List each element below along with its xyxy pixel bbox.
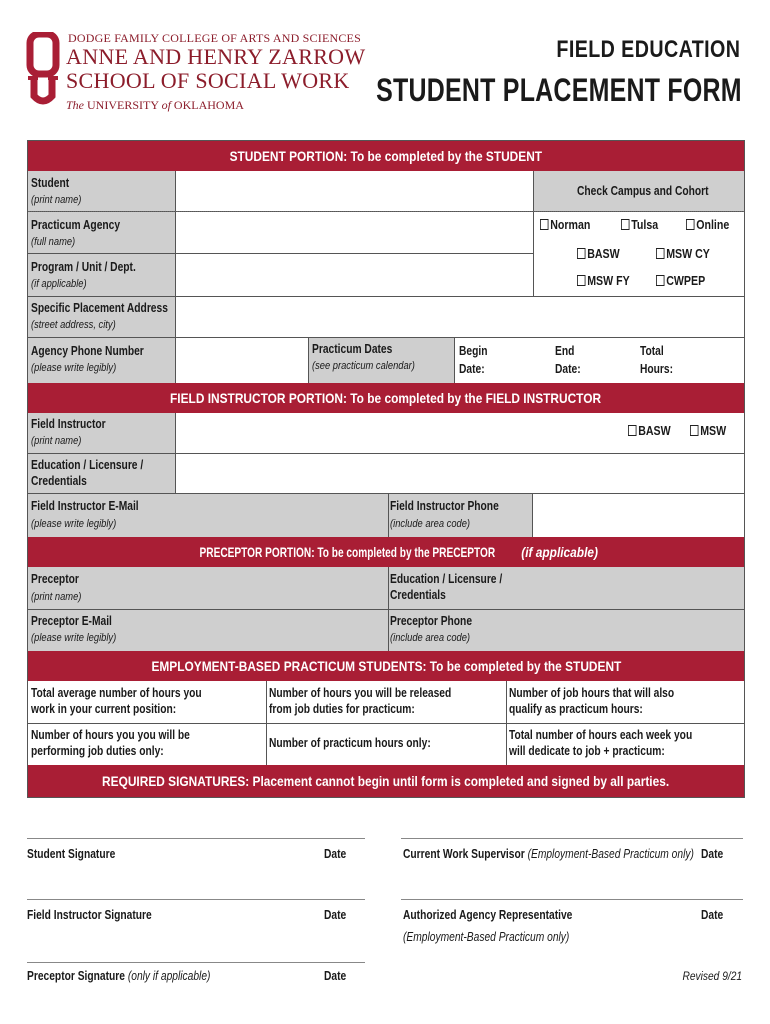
- checkbox-norman[interactable]: Norman: [540, 218, 590, 232]
- student-label: Student: [31, 176, 70, 190]
- date-label-2: Date: [701, 847, 724, 861]
- fi-phone-label: Field Instructor Phone: [390, 499, 499, 513]
- checkbox-cwpep[interactable]: CWPEP: [656, 274, 705, 288]
- practicum-agency-field[interactable]: [176, 213, 533, 251]
- agency-rep-note: (Employment-Based Practicum only): [403, 930, 570, 944]
- begin-date-label-2: Date:: [459, 362, 485, 376]
- supervisor-signature-line[interactable]: [401, 838, 743, 839]
- fi-email-sublabel: (please write legibly): [31, 518, 117, 530]
- preceptor-sublabel: (print name): [31, 591, 82, 603]
- preceptor-email-label: Preceptor E-Mail: [31, 614, 112, 628]
- form-category-title: FIELD EDUCATION: [555, 36, 740, 63]
- fi-sublabel: (print name): [31, 435, 82, 447]
- fi-credentials-label: Education / Licensure /: [31, 458, 144, 472]
- emp-q6: Total number of hours each week you: [509, 728, 693, 742]
- form-title: STUDENT PLACEMENT FORM: [376, 72, 742, 108]
- date-label-1: Date: [324, 847, 347, 861]
- checkbox-msw-cy[interactable]: MSW CY: [656, 247, 710, 261]
- student-name-field[interactable]: [176, 172, 533, 210]
- agency-label: Practicum Agency: [31, 218, 121, 232]
- program-label: Program / Unit / Dept.: [31, 260, 136, 274]
- preceptor-phone-sublabel: (include area code): [390, 632, 471, 644]
- campus-cohort-header: Check Campus and Cohort: [577, 184, 709, 198]
- preceptor-phone-label: Preceptor Phone: [390, 614, 473, 628]
- checkbox-online[interactable]: Online: [686, 218, 729, 232]
- preceptor-credentials-label-2: Credentials: [390, 588, 446, 602]
- practicum-dates-label: Practicum Dates: [312, 342, 393, 356]
- preceptor-band: PRECEPTOR PORTION: To be completed by the PRECEPTOR(if applicable): [28, 537, 744, 567]
- fi-signature-label: Field Instructor Signature: [27, 908, 152, 922]
- employment-band: EMPLOYMENT-BASED PRACTICUM STUDENTS: To be completed by the STUDENT: [28, 651, 744, 681]
- emp-q2-2: from job duties for practicum:: [269, 702, 415, 716]
- preceptor-email-sublabel: (please write legibly): [31, 632, 117, 644]
- agency-phone-sublabel: (please write legibly): [31, 362, 117, 374]
- emp-q6-2: will dedicate to job + practicum:: [509, 744, 665, 758]
- student-signature-label: Student Signature: [27, 847, 116, 861]
- total-hours-label: Total: [640, 344, 664, 358]
- fi-credentials-field[interactable]: [176, 454, 743, 492]
- student-signature-line[interactable]: [27, 838, 365, 839]
- date-label-4: Date: [701, 908, 724, 922]
- agency-phone-label: Agency Phone Number: [31, 344, 144, 358]
- address-sublabel: (street address, city): [31, 319, 116, 331]
- fi-label: Field Instructor: [31, 417, 106, 431]
- emp-q1-2: work in your current position:: [31, 702, 177, 716]
- agency-sublabel: (full name): [31, 236, 76, 248]
- checkbox-tulsa[interactable]: Tulsa: [621, 218, 658, 232]
- total-hours-label-2: Hours:: [640, 362, 674, 376]
- preceptor-credentials-label: Education / Licensure /: [390, 572, 503, 586]
- agency-phone-field[interactable]: [176, 338, 307, 382]
- fi-phone-field[interactable]: [533, 494, 743, 536]
- revision-note: Revised 9/21: [682, 969, 742, 983]
- program-unit-field[interactable]: [176, 255, 533, 293]
- student-sublabel: (print name): [31, 194, 82, 206]
- emp-q2: Number of hours you will be released: [269, 686, 452, 700]
- date-label-3: Date: [324, 908, 347, 922]
- emp-q5: Number of practicum hours only:: [269, 736, 431, 750]
- agency-rep-label: Authorized Agency Representative: [403, 908, 573, 922]
- date-label-5: Date: [324, 969, 347, 983]
- signatures-band: REQUIRED SIGNATURES: Placement cannot begin until form is completed and signed by all parties.: [28, 765, 744, 797]
- checkbox-fi-msw[interactable]: MSW: [690, 424, 726, 438]
- checkbox-msw-fy[interactable]: MSW FY: [577, 274, 630, 288]
- fi-phone-sublabel: (include area code): [390, 518, 471, 530]
- emp-q1: Total average number of hours you: [31, 686, 202, 700]
- supervisor-signature-label: Current Work Supervisor (Employment-Based Practicum only): [403, 847, 694, 861]
- school-name-line2: SCHOOL OF SOCIAL WORK: [66, 68, 350, 93]
- emp-q3: Number of job hours that will also: [509, 686, 675, 700]
- begin-date-label: Begin: [459, 344, 488, 358]
- program-sublabel: (if applicable): [31, 278, 87, 290]
- preceptor-signature-label: Preceptor Signature (only if applicable): [27, 969, 211, 983]
- agency-rep-signature-line[interactable]: [401, 899, 743, 900]
- end-date-label-2: Date:: [555, 362, 581, 376]
- checkbox-basw[interactable]: BASW: [577, 247, 620, 261]
- preceptor-label: Preceptor: [31, 572, 79, 586]
- emp-q4: Number of hours you you will be: [31, 728, 190, 742]
- fi-signature-line[interactable]: [27, 899, 365, 900]
- fi-credentials-label-2: Credentials: [31, 474, 87, 488]
- ou-logo: [26, 32, 60, 108]
- placement-address-field[interactable]: [176, 297, 743, 335]
- college-name: DODGE FAMILY COLLEGE OF ARTS AND SCIENCES: [68, 31, 361, 45]
- placement-form: [27, 140, 745, 798]
- school-name-line1: ANNE AND HENRY ZARROW: [66, 44, 366, 69]
- address-label: Specific Placement Address: [31, 301, 168, 315]
- student-portion-band: STUDENT PORTION: To be completed by the STUDENT: [28, 141, 744, 171]
- practicum-dates-sublabel: (see practicum calendar): [312, 360, 415, 372]
- preceptor-signature-line[interactable]: [27, 962, 365, 963]
- end-date-label: End: [555, 344, 575, 358]
- emp-q3-2: qualify as practicum hours:: [509, 702, 643, 716]
- checkbox-fi-basw[interactable]: BASW: [628, 424, 671, 438]
- fi-email-label: Field Instructor E-Mail: [31, 499, 139, 513]
- emp-q4-2: performing job duties only:: [31, 744, 164, 758]
- university-name: The UNIVERSITY of OKLAHOMA: [66, 98, 244, 112]
- field-instructor-band: FIELD INSTRUCTOR PORTION: To be completed by the FIELD INSTRUCTOR: [28, 383, 744, 413]
